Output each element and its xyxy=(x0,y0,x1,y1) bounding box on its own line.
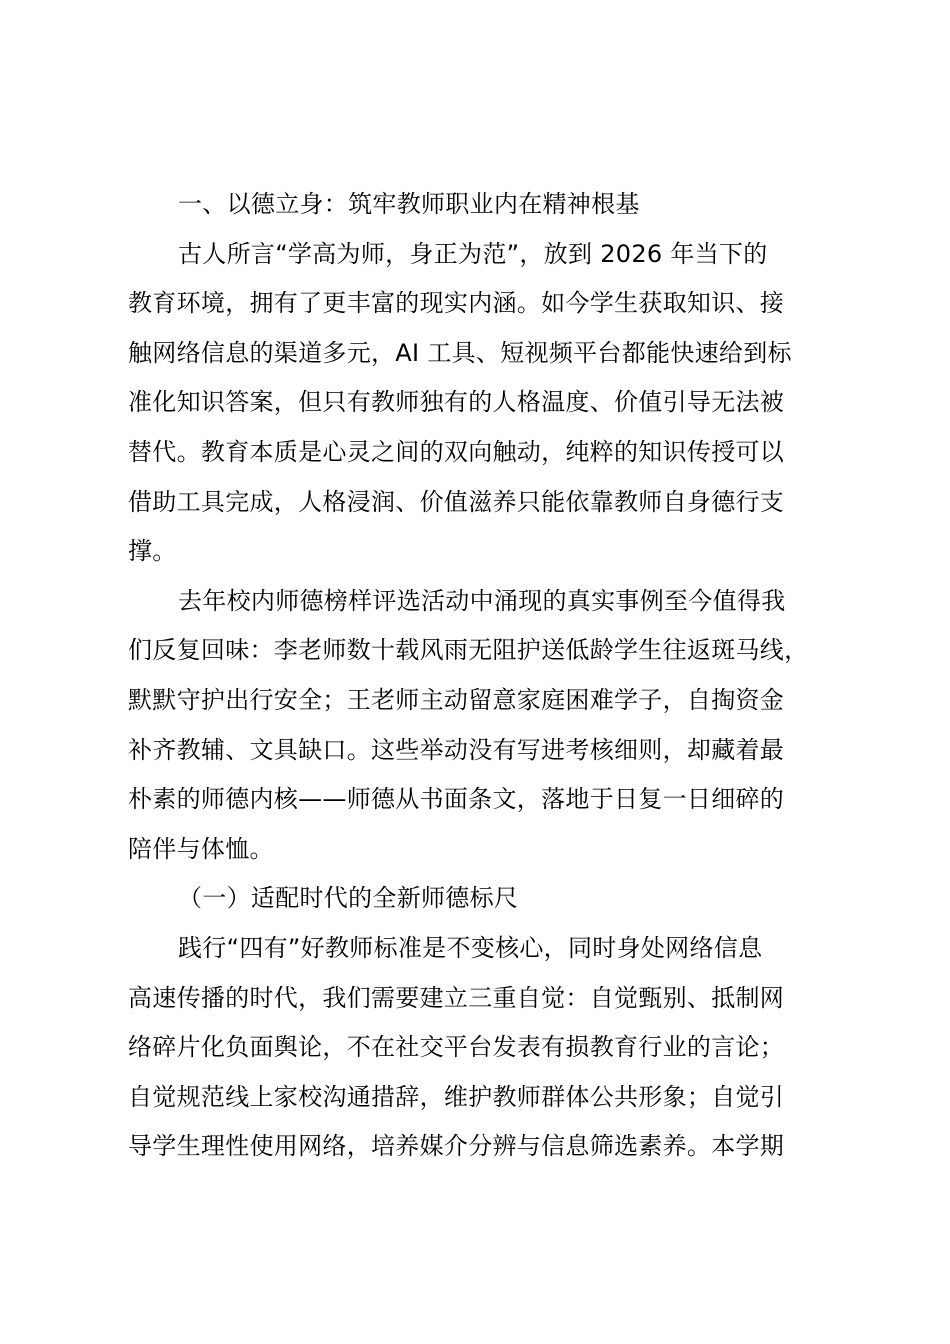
paragraph-line: 践行“四有”好教师标准是不变核心，同时身处网络信息 xyxy=(178,933,763,962)
paragraph-line: 高速传播的时代，我们需要建立三重自觉：自觉甄别、抵制网 xyxy=(128,983,785,1012)
paragraph-teacher-examples xyxy=(128,577,840,875)
document-body xyxy=(128,180,840,1172)
paragraph-line: 络碎片化负面舆论，不在社交平台发表有损教育行业的言论； xyxy=(128,1033,785,1062)
paragraph-line: 补齐教辅、文具缺口。这些举动没有写进考核细则，却藏着最 xyxy=(128,735,785,764)
paragraph-line: 默默守护出行安全；王老师主动留意家庭困难学子，自掏资金 xyxy=(128,685,785,714)
paragraph-line: 自觉规范线上家校沟通措辞，维护教师群体公共形象；自觉引 xyxy=(128,1082,785,1111)
paragraph-ethics-foundation xyxy=(128,230,840,577)
paragraph-line: 朴素的师德内核——师德从书面条文，落地于日复一日细碎的 xyxy=(128,785,785,814)
paragraph-new-standards xyxy=(128,924,840,1172)
paragraph-line: 借助工具完成，人格浸润、价值滋养只能依靠教师自身德行支 xyxy=(128,487,785,516)
paragraph-line: 准化知识答案，但只有教师独有的人格温度、价值引导无法被 xyxy=(128,388,785,417)
paragraph-line: 导学生理性使用网络，培养媒介分辨与信息筛选素养。本学期 xyxy=(128,1132,785,1161)
paragraph-line: 们反复回味：李老师数十载风雨无阻护送低龄学生往返斑马线， xyxy=(128,636,809,665)
paragraph-line: 触网络信息的渠道多元，AI 工具、短视频平台都能快速给到标 xyxy=(128,338,792,367)
paragraph-line: 替代。教育本质是心灵之间的双向触动，纯粹的知识传授可以 xyxy=(128,437,785,466)
paragraph-line: 撑。 xyxy=(128,537,177,566)
subsection-heading: （一）适配时代的全新师德标尺 xyxy=(178,884,519,913)
paragraph-line: 陪伴与体恤。 xyxy=(128,834,274,863)
paragraph-line: 古人所言“学高为师，身正为范”，放到 2026 年当下的 xyxy=(178,239,768,268)
paragraph-line: 去年校内师德榜样评选活动中涌现的真实事例至今值得我 xyxy=(178,586,786,615)
section-heading: 一、以德立身：筑牢教师职业内在精神根基 xyxy=(178,190,640,218)
paragraph-line: 教育环境，拥有了更丰富的现实内涵。如今学生获取知识、接 xyxy=(128,289,785,318)
